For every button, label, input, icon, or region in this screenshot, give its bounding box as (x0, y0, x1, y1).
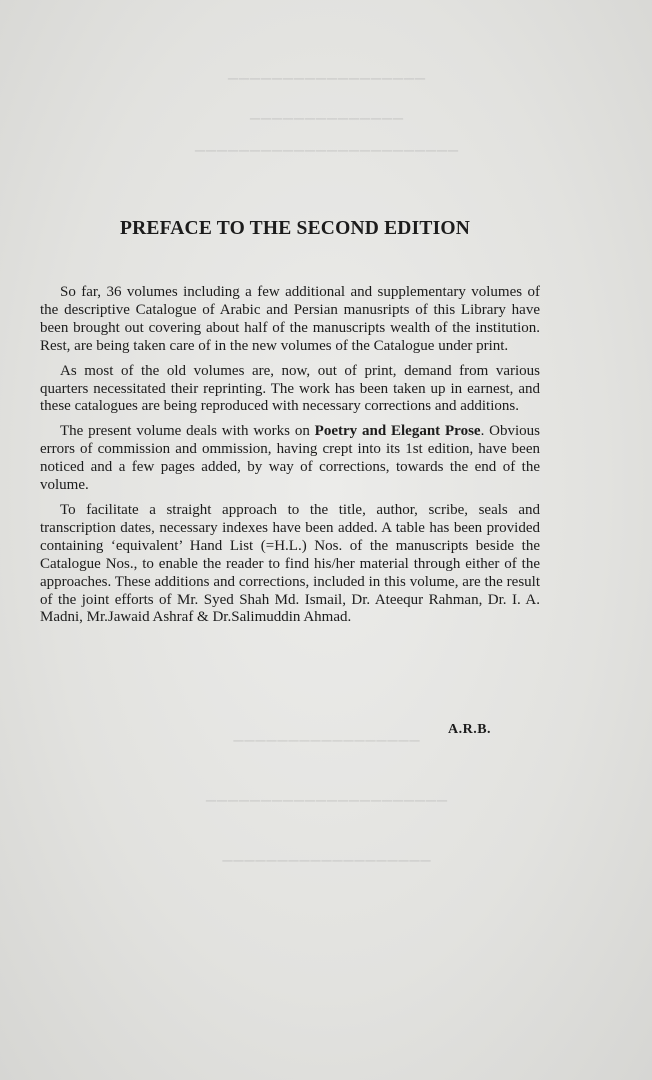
paragraph-2: As most of the old volumes are, now, out of print, demand from various quarters necessitated their reprinting. The work has been taken up in earnest, and these catalogues are being reproduced with necessary corrections and additions. (40, 362, 540, 415)
signature-initials: A.R.B. (448, 722, 492, 737)
bleed-through-decoration: ▔▔▔▔▔▔▔▔▔▔▔▔▔▔▔▔▔▔ (227, 78, 425, 93)
bleed-through-decoration: ▔▔▔▔▔▔▔▔▔▔▔▔▔▔▔▔▔▔▔▔▔▔▔▔ (194, 150, 458, 165)
paragraph-1: So far, 36 volumes including a few additional and supplementary volumes of the descriptive Catalogue of Arabic and Persian manusripts of this Library have been brought out covering about half of the manuscripts wealth of the institution. Rest, are being taken care of in the new volumes of the Catalogue under print. (40, 284, 540, 354)
paragraph-3-rest: . Obvious errors of commission and ommission, having crept into its 1st edition, have been noticed and a few pages added, by way of corrections, towards the end of the volume. (40, 423, 541, 494)
bleed-through-decoration: ▔▔▔▔▔▔▔▔▔▔▔▔▔▔▔▔▔▔▔ (221, 860, 431, 875)
bleed-through-decoration: ▔▔▔▔▔▔▔▔▔▔▔▔▔▔▔▔▔▔▔▔▔▔ (205, 800, 447, 815)
paragraph-3 (40, 423, 540, 495)
bleed-through-decoration: ▔▔▔▔▔▔▔▔▔▔▔▔▔▔▔▔▔ (232, 740, 420, 755)
paragraph-3-lead: The present volume deals with works on (60, 423, 315, 440)
page-title: PREFACE TO THE SECOND EDITION (119, 218, 471, 239)
paragraph-4: To facilitate a straight approach to the title, author, scribe, seals and transcription dates, necessary indexes have been added. A table has been provided containing ‘equivalent’ Hand List (=H.L.) Nos. of the manuscripts beside the Catalogue Nos., to enable the reader to find his/her material through either of the approaches. These additions and corrections, included in this volume, are the result of the joint efforts of Mr. Syed Shah Md. Ismail, Dr. Ateequr Rahman, Dr. I. A. Madni, Mr.Jawaid Ashraf & Dr.Salimuddin Ahmad. (40, 501, 540, 626)
bleed-through-decoration: ▔▔▔▔▔▔▔▔▔▔▔▔▔▔ (249, 118, 403, 133)
emphasis-subject: Poetry and Elegant Prose (314, 423, 481, 440)
preface-body (40, 284, 540, 634)
